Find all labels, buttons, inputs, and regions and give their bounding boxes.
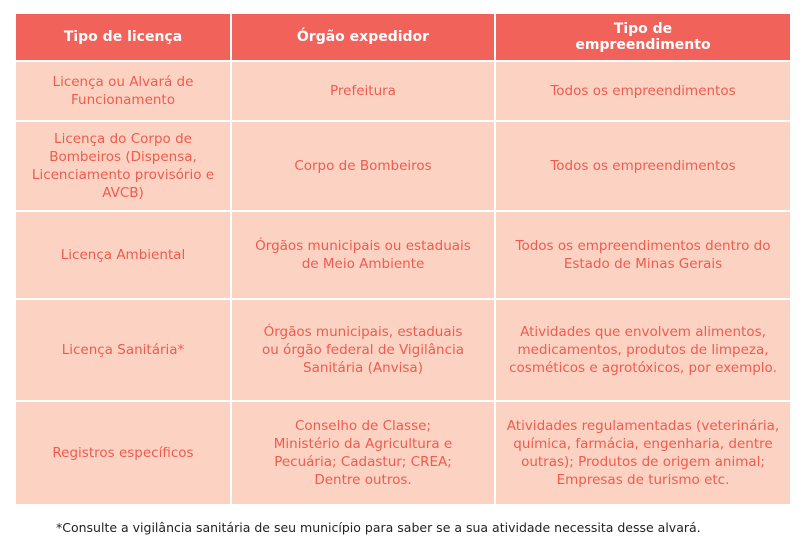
- cell-line: Órgãos municipais, estaduais: [263, 324, 463, 340]
- table-row: [16, 402, 790, 504]
- cell-line: Corpo de Bombeiros: [294, 158, 432, 174]
- cell-tipo: [16, 402, 230, 504]
- header-text-line: Tipo de: [613, 21, 673, 37]
- cell-orgao: [232, 402, 494, 504]
- cell-tipo: [16, 62, 230, 120]
- cell-line: Dentre outros.: [314, 472, 412, 488]
- cell-line: Registros específicos: [52, 445, 194, 461]
- license-table: [14, 12, 792, 506]
- cell-line: Empresas de turismo etc.: [556, 472, 730, 488]
- cell-tipo: [16, 122, 230, 210]
- cell-line: medicamentos, produtos de limpeza,: [517, 342, 769, 358]
- cell-tipo: [16, 300, 230, 400]
- cell-line: Prefeitura: [330, 83, 396, 99]
- cell-line: química, farmácia, engenharia, dentre: [513, 436, 773, 452]
- header-text: Tipo de licença: [63, 29, 183, 45]
- cell-line: Bombeiros (Dispensa,: [49, 149, 197, 165]
- table-row: [16, 212, 790, 298]
- cell-line: Licença Sanitária*: [61, 342, 185, 358]
- cell-line: Atividades regulamentadas (veterinária,: [506, 418, 780, 434]
- cell-line: Funcionamento: [71, 92, 175, 108]
- cell-line: Órgãos municipais ou estaduais: [255, 238, 471, 254]
- cell-orgao: [232, 122, 494, 210]
- cell-line: Pecuária; Cadastur; CREA;: [274, 454, 452, 470]
- cell-orgao: [232, 212, 494, 298]
- license-table-container: [14, 12, 788, 506]
- header-tipo-empreendimento: [496, 14, 790, 60]
- cell-line: Todos os empreendimentos: [550, 83, 736, 99]
- footnote: *Consulte a vigilância sanitária de seu município para saber se a sua atividade necessita desse alvará.: [56, 520, 701, 535]
- table-row: [16, 122, 790, 210]
- table-row: [16, 300, 790, 400]
- header-orgao-expedidor: [232, 14, 494, 60]
- cell-orgao: [232, 62, 494, 120]
- cell-orgao: [232, 300, 494, 400]
- cell-line: Licença ou Alvará de: [52, 74, 194, 90]
- cell-line: Sanitária (Anvisa): [303, 360, 423, 376]
- cell-line: Atividades que envolvem alimentos,: [520, 324, 766, 340]
- cell-empreendimento: [496, 402, 790, 504]
- cell-empreendimento: [496, 122, 790, 210]
- header-text-line: empreendimento: [575, 37, 711, 53]
- cell-line: Licença do Corpo de: [54, 131, 192, 147]
- cell-empreendimento: [496, 300, 790, 400]
- cell-line: Ministério da Agricultura e: [273, 436, 453, 452]
- header-row: [16, 14, 790, 60]
- header-text: Órgão expedidor: [296, 29, 430, 45]
- cell-line: Conselho de Classe;: [295, 418, 431, 434]
- cell-line: Licenciamento provisório e: [31, 167, 215, 183]
- cell-tipo: [16, 212, 230, 298]
- cell-line: Todos os empreendimentos dentro do: [515, 238, 771, 254]
- cell-empreendimento: [496, 62, 790, 120]
- cell-line: Todos os empreendimentos: [550, 158, 736, 174]
- table-row: [16, 62, 790, 120]
- cell-empreendimento: [496, 212, 790, 298]
- cell-line: cosméticos e agrotóxicos, por exemplo.: [509, 360, 777, 376]
- cell-line: AVCB): [102, 185, 144, 201]
- cell-line: outras); Produtos de origem animal;: [521, 454, 765, 470]
- cell-line: Licença Ambiental: [60, 247, 186, 263]
- header-tipo-licenca: [16, 14, 230, 60]
- cell-line: de Meio Ambiente: [301, 256, 425, 272]
- cell-line: ou órgão federal de Vigilância: [261, 342, 465, 358]
- cell-line: Estado de Minas Gerais: [563, 256, 723, 272]
